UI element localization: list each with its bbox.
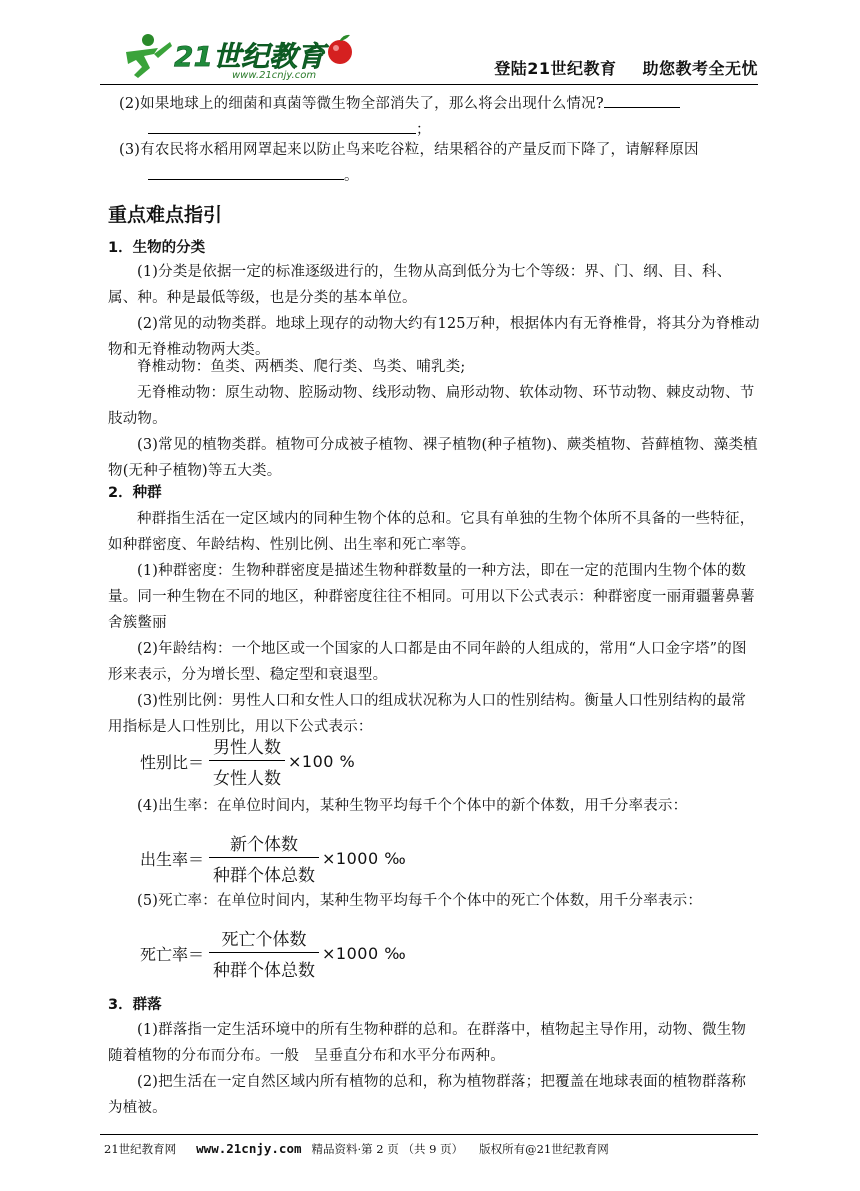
formula-lhs: 出生率＝: [140, 849, 205, 869]
paragraph: (3)常见的植物类群。植物可分成被子植物、裸子植物(种子植物)、蕨类植物、苔藓植物、藻类植物(无种子植物)等五大类。: [108, 437, 758, 479]
page-header: [100, 30, 758, 84]
slogan-right: 助您教考全无忧: [642, 59, 758, 78]
page-footer: [104, 1141, 764, 1157]
formula-lhs: 死亡率＝: [140, 944, 205, 964]
paragraph: 脊椎动物：鱼类、两栖类、爬行类、鸟类、哺乳类;: [137, 359, 466, 375]
formula-denominator: 女性人数: [209, 760, 285, 789]
paragraph: (1)种群密度：生物种群密度是描述生物种群数量的一种方法，即在一定的范围内生物个体的数量。同一种生物在不同的地区，种群密度往往不相同。可用以下公式表示：种群密度一丽甭疆薯鼻薯舍簇鳖丽: [108, 563, 755, 631]
footer-site-link[interactable]: www.21cnjy.com: [196, 1141, 302, 1156]
footer-divider: [100, 1134, 758, 1135]
formula-numerator: 死亡个体数: [221, 930, 307, 950]
formula-fraction: [209, 733, 285, 789]
birth-rate-formula: [140, 830, 406, 886]
header-slogan: [494, 56, 758, 79]
slogan-left: 登陆21世纪教育: [494, 59, 617, 78]
logo: [114, 30, 424, 82]
apple-icon: [328, 35, 352, 64]
answer-blank: [148, 117, 416, 134]
heading-community: 3．群落: [108, 997, 162, 1013]
question-2-text: (2)如果地球上的细菌和真菌等微生物全部消失了，那么将会出现什么情况?: [119, 96, 604, 112]
question-3: [108, 137, 800, 189]
question-3-text: (3)有农民将水稻用网罩起来以防止鸟来吃谷粒，结果稻谷的产量反而下降了，请解释原因: [119, 142, 699, 158]
answer-blank: [148, 163, 344, 180]
paragraph: (3)性别比例：男性人口和女性人口的组成状况称为人口的性别结构。衡量人口性别结构的最常用指标是人口性别比，用以下公式表示：: [108, 693, 747, 735]
heading-classification: 1．生物的分类: [108, 240, 206, 256]
footer-org: 21世纪教育网: [104, 1142, 177, 1156]
paragraph: (5)死亡率：在单位时间内，某种生物平均每千个个体中的死亡个体数，用千分率表示：: [137, 893, 703, 909]
header-divider: [100, 84, 758, 85]
death-rate-formula: [140, 925, 406, 981]
paragraph: (1)分类是依据一定的标准逐级进行的，生物从高到低分为七个等级：界、门、纲、目、科、属、种。种是最低等级，也是分类的基本单位。: [108, 264, 732, 306]
question-2: [108, 91, 800, 143]
formula-lhs: 性别比＝: [140, 752, 205, 772]
section-title: 重点难点指引: [108, 204, 223, 226]
question-2-end: ；: [416, 122, 431, 138]
formula-denominator: 种群个体总数: [209, 952, 319, 981]
question-3-end: 。: [344, 168, 359, 184]
logo-text: 21世纪教育: [174, 40, 325, 73]
paragraph: 无脊椎动物：原生动物、腔肠动物、线形动物、扁形动物、软体动物、环节动物、棘皮动物、节肢动物。: [108, 385, 755, 427]
formula-multiplier: ×100 %: [288, 751, 356, 771]
paragraph: (2)常见的动物类群。地球上现存的动物大约有125万种，根据体内有无脊椎骨，将其分为脊椎动物和无脊椎动物两大类。: [108, 316, 760, 358]
formula-multiplier: ×1000 ‰: [322, 848, 407, 868]
paragraph: 种群指生活在一定区域内的同种生物个体的总和。它具有单独的生物个体所不具备的一些特征，如种群密度、年龄结构、性别比例、出生率和死亡率等。: [108, 511, 755, 553]
running-figure-icon: [126, 34, 172, 78]
paragraph: (2)年龄结构：一个地区或一个国家的人口都是由不同年龄的人组成的，常用“人口金字塔”的图形来表示，分为增长型、稳定型和衰退型。: [108, 641, 747, 683]
paragraph: (1)群落指一定生活环境中的所有生物种群的总和。在群落中，植物起主导作用，动物、微生物随着植物的分布而分布。一般 呈垂直分布和水平分布两种。: [108, 1022, 747, 1064]
answer-blank: [604, 91, 680, 108]
logo-url: www.21cnjy.com: [232, 70, 317, 81]
paragraph: (4)出生率：在单位时间内，某种生物平均每千个个体中的新个体数，用千分率表示：: [137, 798, 688, 814]
footer-page-info: 精品资料·第 2 页 （共 9 页）: [311, 1142, 464, 1156]
sex-ratio-formula: [140, 733, 355, 789]
paragraph: (2)把生活在一定自然区域内所有植物的总和，称为植物群落；把覆盖在地球表面的植物群落称为植被。: [108, 1074, 747, 1116]
formula-numerator: 新个体数: [230, 835, 299, 855]
formula-multiplier: ×1000 ‰: [322, 943, 407, 963]
formula-fraction: [209, 830, 319, 886]
heading-population: 2．种群: [108, 485, 162, 501]
footer-copyright: 版权所有@21世纪教育网: [479, 1142, 609, 1156]
formula-numerator: 男性人数: [213, 738, 282, 758]
formula-fraction: [209, 925, 319, 981]
formula-denominator: 种群个体总数: [209, 857, 319, 886]
